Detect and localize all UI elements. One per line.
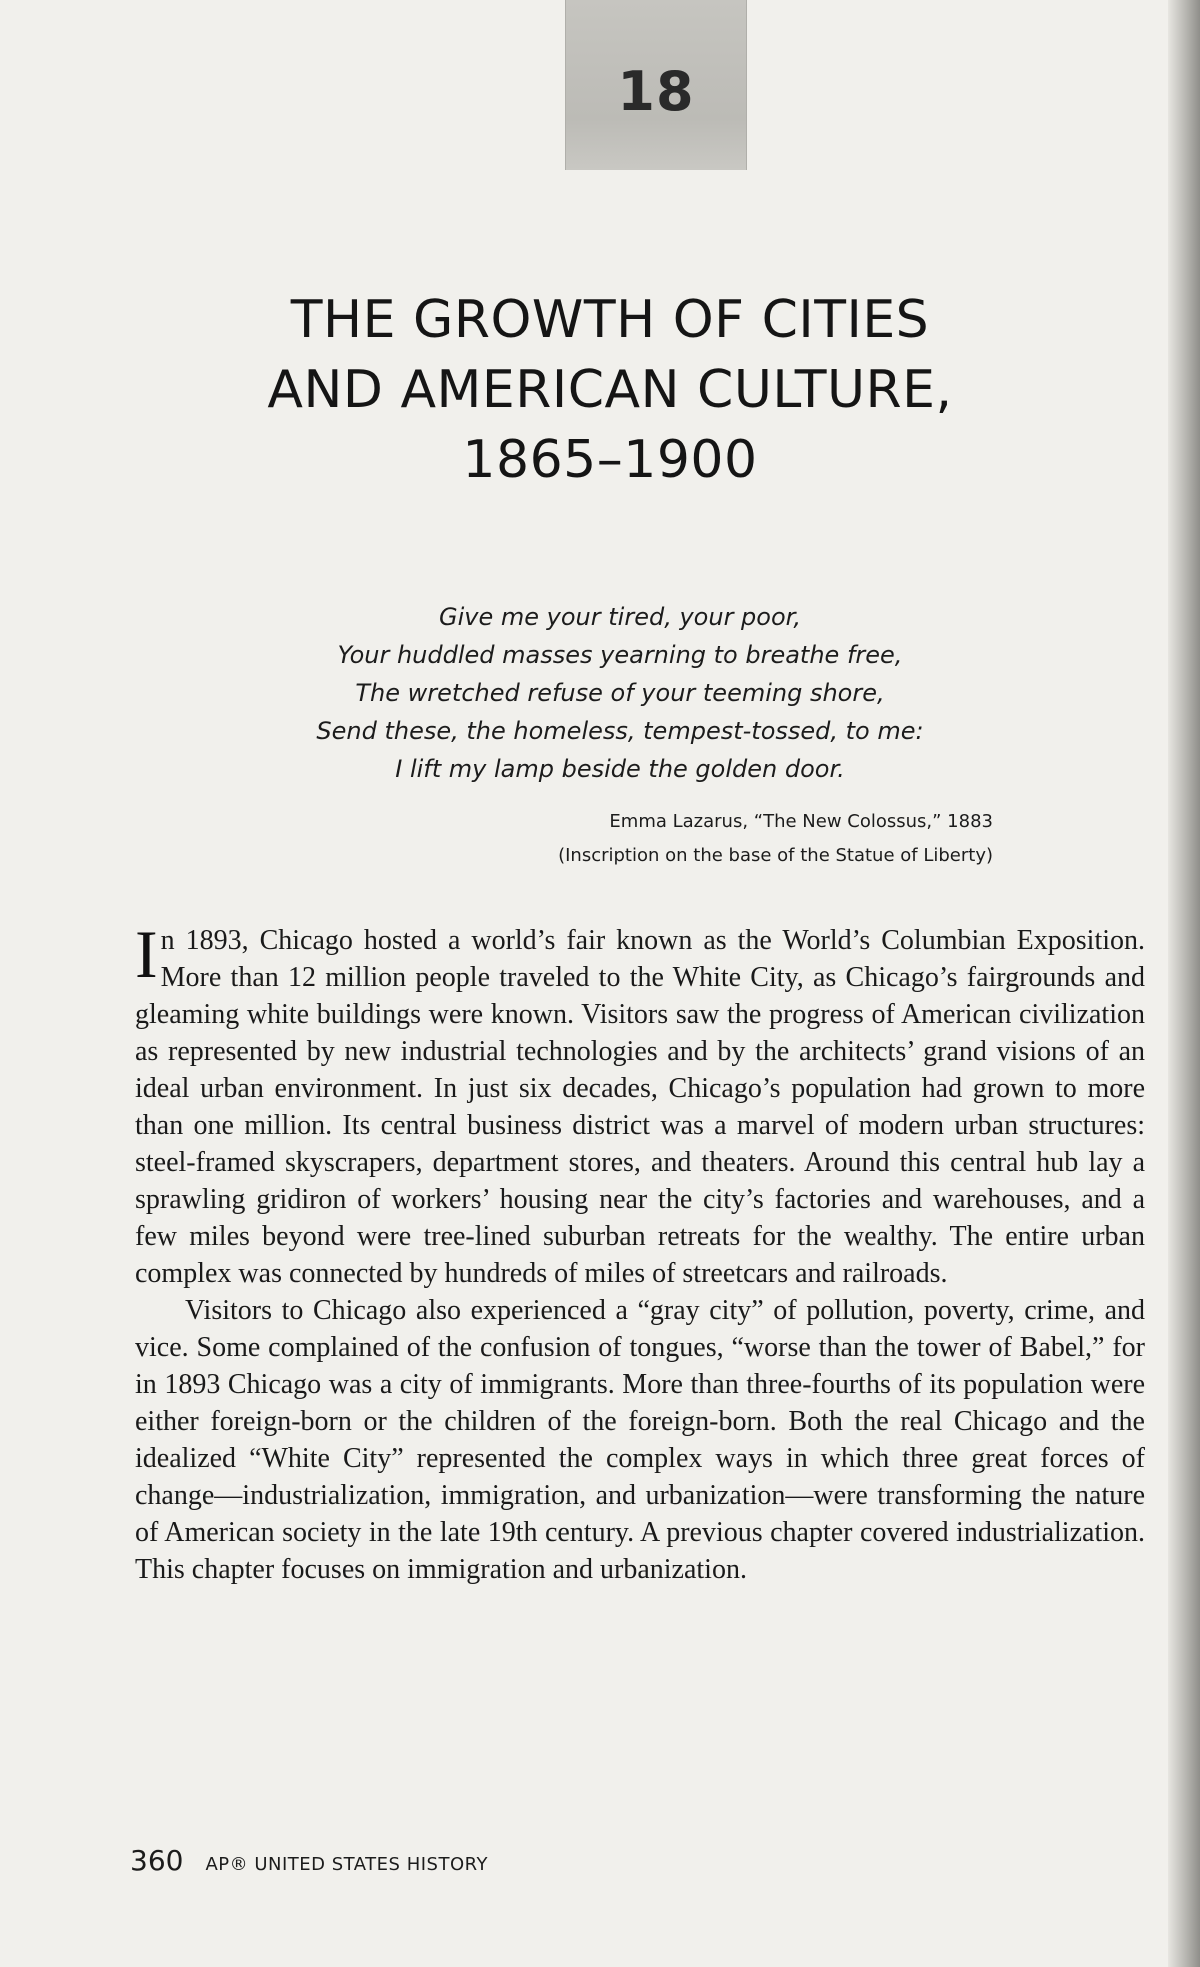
paragraph-1-text: n 1893, Chicago hosted a world’s fair known as the World’s Columbian Exposition. More than 12 million people traveled to the White City, as Chicago’s fairgrounds and gleaming white buildings were known. Visitors saw the progress of American civilization as represented by new industrial technologies and by the architects’ grand visions of an ideal urban environment. In just six decades, Chicago’s population had grown to more than one million. Its central business district was a marvel of modern urban structures: steel-framed skyscrapers, department stores, and theaters. Around this central hub lay a sprawling gridiron of workers’ housing near the city’s factories and warehouses, and a few miles beyond were tree-lined suburban retreats for the wealthy. The entire urban complex was connected by hundreds of miles of streetcars and railroads.: [135, 925, 1145, 1289]
epigraph-poem: [230, 598, 1010, 788]
drop-cap: I: [135, 916, 158, 992]
poem-line-3: The wretched refuse of your teeming shore,: [355, 679, 885, 707]
page-footer: [130, 1844, 488, 1877]
title-line-3: 1865–1900: [462, 430, 758, 490]
poem-line-4: Send these, the homeless, tempest-tossed, to me:: [316, 717, 924, 745]
chapter-body: [135, 916, 1145, 1588]
poem-line-1: Give me your tired, your poor,: [439, 603, 801, 631]
paragraph-2: Visitors to Chicago also experienced a “gray city” of pollution, poverty, crime, and vice. Some complained of the confusion of tongues, “worse than the tower of Babel,” for in 1893 Chicago was a city of immigrants. More than three-fourths of its population were either foreign-born or the children of the foreign-born. Both the real Chicago and the idealized “White City” represented the complex ways in which three great forces of change—industrialization, immigration, and urbanization—were transforming the nature of American society in the late 19th century. A previous chapter covered industrialization. This chapter focuses on immigration and urbanization.: [135, 1295, 1145, 1585]
paragraph-1: [135, 916, 1145, 1292]
chapter-number: 18: [617, 60, 695, 123]
title-line-2: AND AMERICAN CULTURE,: [267, 360, 953, 420]
title-line-1: THE GROWTH OF CITIES: [290, 290, 930, 350]
poem-line-5: I lift my lamp beside the golden door.: [395, 755, 845, 783]
chapter-title: [170, 285, 1050, 495]
page-number: 360: [130, 1844, 184, 1877]
attribution-source: Emma Lazarus, “The New Colossus,” 1883: [609, 811, 993, 832]
running-book-title: AP® UNITED STATES HISTORY: [205, 1854, 488, 1875]
attribution-note: (Inscription on the base of the Statue of Liberty): [558, 845, 993, 866]
chapter-tab: [565, 0, 747, 170]
page-edge-shadow: [1168, 0, 1200, 1967]
epigraph-attribution: [558, 805, 993, 873]
poem-line-2: Your huddled masses yearning to breathe free,: [337, 641, 903, 669]
